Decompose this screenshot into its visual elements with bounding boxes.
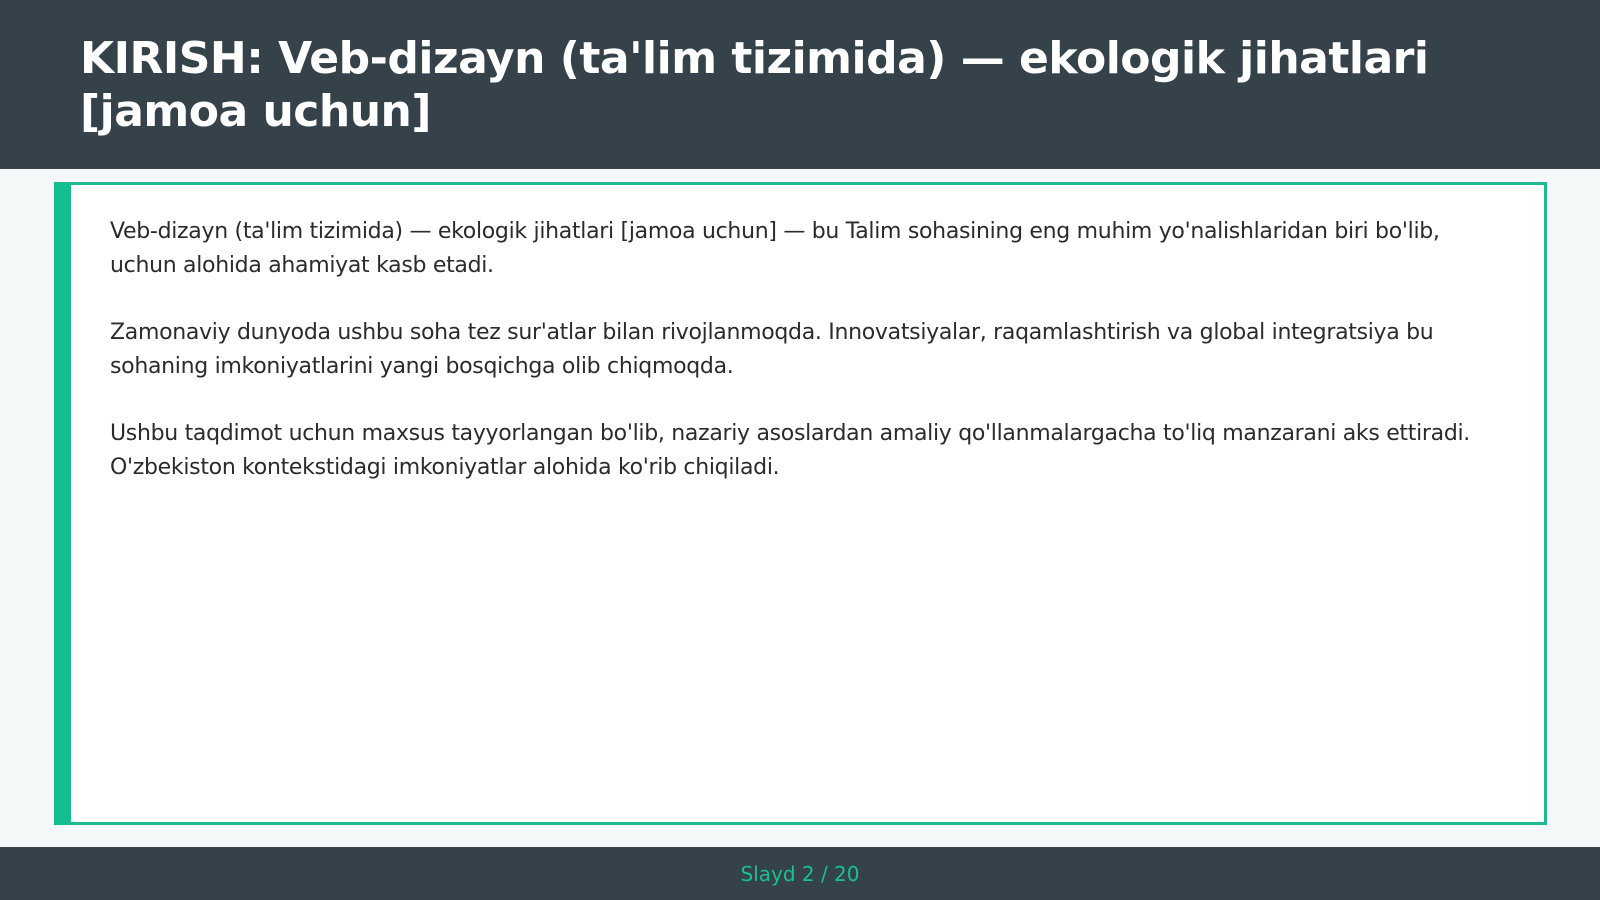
slide-title: KIRISH: Veb-dizayn (ta'lim tizimida) — ekologik jihatlari [jamoa uchun] xyxy=(80,32,1429,137)
intro-paragraph-2: Zamonaviy dunyoda ushbu soha tez sur'atlar bilan rivojlanmoqda. Innovatsiyalar, raqamlashtirish va global integratsiya bu sohaning imkoniyatlarini yangi bosqichga olib chiqmoqda. xyxy=(110,320,1434,379)
slide-footer xyxy=(0,847,1600,900)
slide-header xyxy=(0,0,1600,169)
slide-counter: Slayd 2 / 20 xyxy=(740,861,860,886)
content-card xyxy=(54,182,1547,825)
intro-paragraph-1: Veb-dizayn (ta'lim tizimida) — ekologik jihatlari [jamoa uchun] — bu Talim sohasining eng muhim yo'nalishlaridan biri bo'lib, uchun alohida ahamiyat kasb etadi. xyxy=(110,219,1440,278)
intro-paragraph-3: Ushbu taqdimot uchun maxsus tayyorlangan bo'lib, nazariy asoslardan amaliy qo'llanmalargacha to'liq manzarani aks ettiradi. O'zbekiston kontekstidagi imkoniyatlar alohida ko'rib chiqiladi. xyxy=(110,421,1470,480)
